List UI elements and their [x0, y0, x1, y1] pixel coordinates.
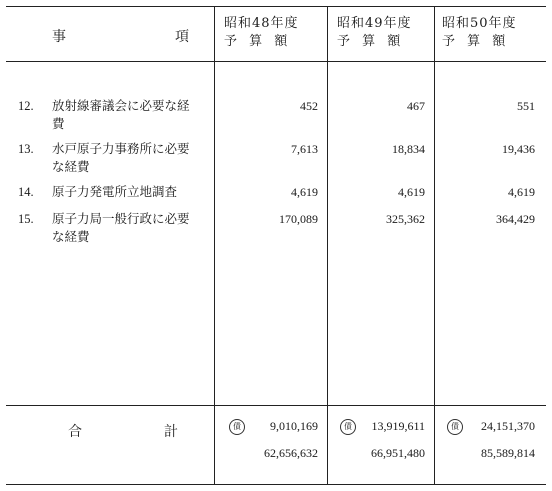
total-bond-value: 9,010,169: [270, 419, 318, 433]
header-item-left: 事: [52, 29, 66, 45]
header-item-right: 項: [175, 29, 189, 45]
header-year-3-line2: 予 算 額: [442, 34, 510, 49]
total-top-rule: [6, 405, 546, 406]
table-top-rule: [6, 6, 546, 7]
header-year-2-line1: 昭和49年度: [337, 16, 412, 31]
row-number: 15.: [18, 212, 34, 226]
total-label-right: 計: [164, 424, 178, 440]
table-row-label: [18, 210, 190, 246]
row-number: 12.: [18, 99, 34, 113]
bond-mark-icon: 債: [447, 419, 463, 435]
row-value: 18,834: [392, 142, 425, 156]
row-label-line1: 水戸原子力事務所に必要: [52, 141, 190, 156]
row-value: 551: [517, 99, 535, 113]
header-year-1-line2: 予 算 額: [224, 34, 292, 49]
column-rule-1: [214, 6, 215, 485]
row-value: 4,619: [398, 185, 425, 199]
header-year-3-line1: 昭和50年度: [442, 16, 517, 31]
row-value: 452: [300, 99, 318, 113]
bond-mark-icon: 債: [340, 419, 356, 435]
row-value: 325,362: [386, 212, 425, 226]
column-rule-2: [327, 6, 328, 485]
total-value: 62,656,632: [264, 446, 318, 460]
row-value: 4,619: [291, 185, 318, 199]
row-label-line2: な経費: [52, 229, 90, 244]
row-value: 467: [407, 99, 425, 113]
bond-mark-icon: 債: [229, 419, 245, 435]
table-row-label: [18, 97, 190, 133]
table-row-label: [18, 183, 177, 201]
row-value: 170,089: [279, 212, 318, 226]
row-label-line1: 放射線審議会に必要な経: [52, 98, 190, 113]
row-label-line2: 費: [52, 116, 65, 131]
column-rule-3: [434, 6, 435, 485]
header-bottom-rule: [6, 61, 546, 62]
total-value: 66,951,480: [371, 446, 425, 460]
row-value: 7,613: [291, 142, 318, 156]
total-value: 85,589,814: [481, 446, 535, 460]
table-row-label: [18, 140, 190, 176]
row-label-line1: 原子力局一般行政に必要: [52, 211, 190, 226]
row-number: 14.: [18, 185, 34, 199]
total-bond-value: 24,151,370: [481, 419, 535, 433]
row-number: 13.: [18, 142, 34, 156]
row-value: 19,436: [502, 142, 535, 156]
row-label-line1: 原子力発電所立地調査: [52, 184, 178, 199]
table-bottom-rule: [6, 484, 546, 485]
total-bond-value: 13,919,611: [371, 419, 425, 433]
total-label-left: 合: [68, 424, 82, 440]
row-label-line2: な経費: [52, 159, 90, 174]
header-year-2-line2: 予 算 額: [337, 34, 405, 49]
row-value: 364,429: [496, 212, 535, 226]
row-value: 4,619: [508, 185, 535, 199]
header-year-1-line1: 昭和48年度: [224, 16, 299, 31]
